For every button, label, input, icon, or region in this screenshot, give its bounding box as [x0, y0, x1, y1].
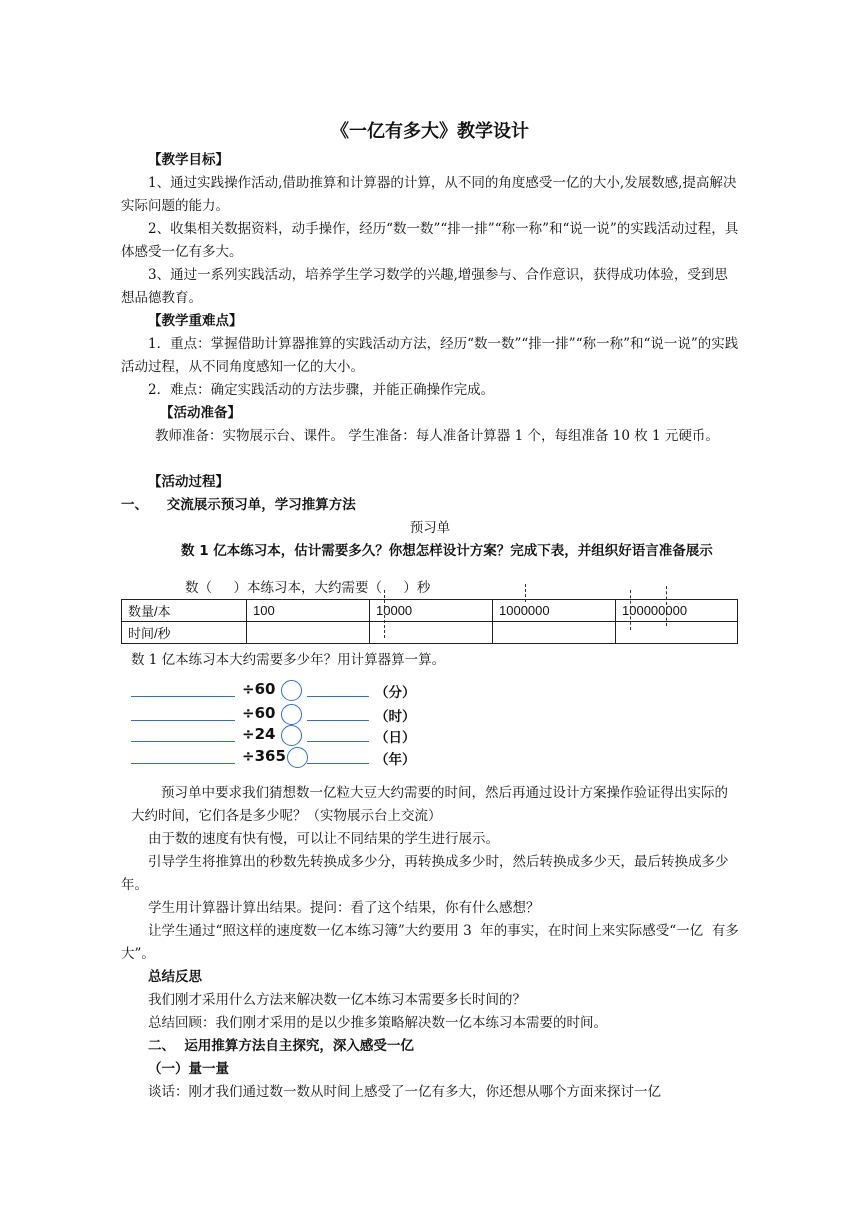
- table-row: [122, 600, 738, 622]
- summary-heading: 总结反思: [148, 969, 202, 985]
- answer-blank[interactable]: [307, 763, 369, 764]
- paragraph: 谈话：刚才我们通过数一数从时间上感受了一亿有多大，你还想从哪个方面来探讨一亿: [148, 1084, 661, 1100]
- difficult-point: 2．难点：确定实践活动的方法步骤，并能正确操作完成。: [148, 382, 495, 398]
- key-point: 1．重点：掌握借助计算器推算的实践活动方法，经历“数一数”“排一排”“称一称”和“说一说”的实践活动过程，从不同角度感知一亿的大小。: [121, 336, 739, 375]
- answer-blank[interactable]: [307, 741, 369, 742]
- table-cell: 数量/本: [122, 600, 247, 622]
- table-cell: [247, 622, 370, 644]
- estimate-line: 数（ ）本练习本，大约需要（ ）秒: [185, 580, 431, 596]
- answer-blank[interactable]: [307, 696, 369, 697]
- table-cell: [370, 622, 493, 644]
- divide-operator: ÷60: [242, 704, 276, 722]
- goal-3: 3、通过一系列实践活动，培养学生学习数学的兴趣,增强参与、合作意识，获得成功体验，受到思想品德教育。: [121, 267, 728, 306]
- answer-blank[interactable]: [131, 696, 235, 697]
- dashed-marker: [525, 584, 526, 602]
- heading-key-difficult-points: 【教学重难点】: [148, 313, 243, 329]
- circle-icon: [281, 725, 302, 746]
- answer-blank[interactable]: [131, 720, 235, 721]
- heading-activity-prep: 【活动准备】: [160, 405, 241, 421]
- divide-operator: ÷24: [242, 725, 276, 743]
- answer-blank[interactable]: [307, 720, 369, 721]
- divide-operator: ÷60: [242, 680, 276, 698]
- unit-label: （日）: [375, 730, 416, 746]
- table-cell: 10000: [370, 600, 493, 622]
- part-one-heading: 一、 交流展示预习单，学习推算方法: [121, 497, 356, 513]
- circle-icon: [281, 704, 302, 725]
- answer-blank[interactable]: [131, 763, 235, 764]
- page-title: 《一亿有多大》教学设计: [331, 121, 529, 142]
- unit-label: （分）: [375, 685, 416, 701]
- table-cell: 100: [247, 600, 370, 622]
- subsection-heading: （一）量一量: [148, 1061, 229, 1077]
- unit-label: （年）: [375, 752, 416, 768]
- heading-activity-process: 【活动过程】: [148, 474, 229, 490]
- goal-2: 2、收集相关数据资料，动手操作，经历“数一数”“排一排”“称一称”和“说一说”的实践活动过程，具体感受一亿有多大。: [121, 221, 739, 260]
- worksheet-task: 数 1 亿本练习本，估计需要多久？你想怎样设计方案？完成下表，并组织好语言准备展示: [181, 543, 713, 559]
- dashed-marker: [666, 586, 667, 626]
- heading-teaching-goals: 【教学目标】: [148, 152, 229, 168]
- dashed-marker: [630, 590, 631, 630]
- unit-label: （时）: [375, 709, 416, 725]
- table-cell: 1000000: [493, 600, 616, 622]
- paragraph: 由于数的速度有快有慢，可以让不同结果的学生进行展示。: [148, 831, 499, 847]
- goal-1: 1、通过实践操作活动,借助推算和计算器的计算，从不同的角度感受一亿的大小,发展数感,提高解决实际问题的能力。: [121, 175, 737, 214]
- paragraph: 我们刚才采用什么方法来解决数一亿本练习本需要多长时间的？: [148, 992, 526, 1008]
- divide-operator: ÷365: [242, 747, 286, 765]
- prep-text: 教师准备：实物展示台、课件。 学生准备：每人准备计算器 1 个，每组准备 10 枚 1 元硬币。: [155, 428, 719, 444]
- dashed-marker: [384, 590, 385, 638]
- estimate-table: [121, 599, 738, 644]
- paragraph: 引导学生将推算出的秒数先转换成多少分，再转换成多少时，然后转换成多少天，最后转换成多少年。: [121, 854, 729, 893]
- table-cell: [616, 622, 738, 644]
- part-two-heading: 二、 运用推算方法自主探究，深入感受一亿: [148, 1038, 414, 1054]
- calc-question: 数 1 亿本练习本大约需要多少年？用计算器算一算。: [131, 652, 446, 668]
- table-cell: [493, 622, 616, 644]
- paragraph: 总结回顾：我们刚才采用的是以少推多策略解决数一亿本练习本需要的时间。: [148, 1015, 607, 1031]
- worksheet-title: 预习单: [409, 520, 451, 536]
- answer-blank[interactable]: [131, 741, 235, 742]
- circle-icon: [287, 747, 308, 768]
- circle-icon: [281, 680, 302, 701]
- table-cell: 时间/秒: [122, 622, 247, 644]
- paragraph: 学生用计算器计算出结果。提问：看了这个结果，你有什么感想？: [148, 900, 540, 916]
- paragraph: 预习单中要求我们猜想数一亿粒大豆大约需要的时间，然后再通过设计方案操作验证得出实际的大约时间，它们各是多少呢？（实物展示台上交流）: [131, 785, 728, 824]
- paragraph: 让学生通过“照这样的速度数一亿本练习簿”大约要用 3 年的事实，在时间上来实际感受“一亿 有多大”。: [121, 923, 739, 962]
- table-cell: 100000000: [616, 600, 738, 622]
- table-row: [122, 622, 738, 644]
